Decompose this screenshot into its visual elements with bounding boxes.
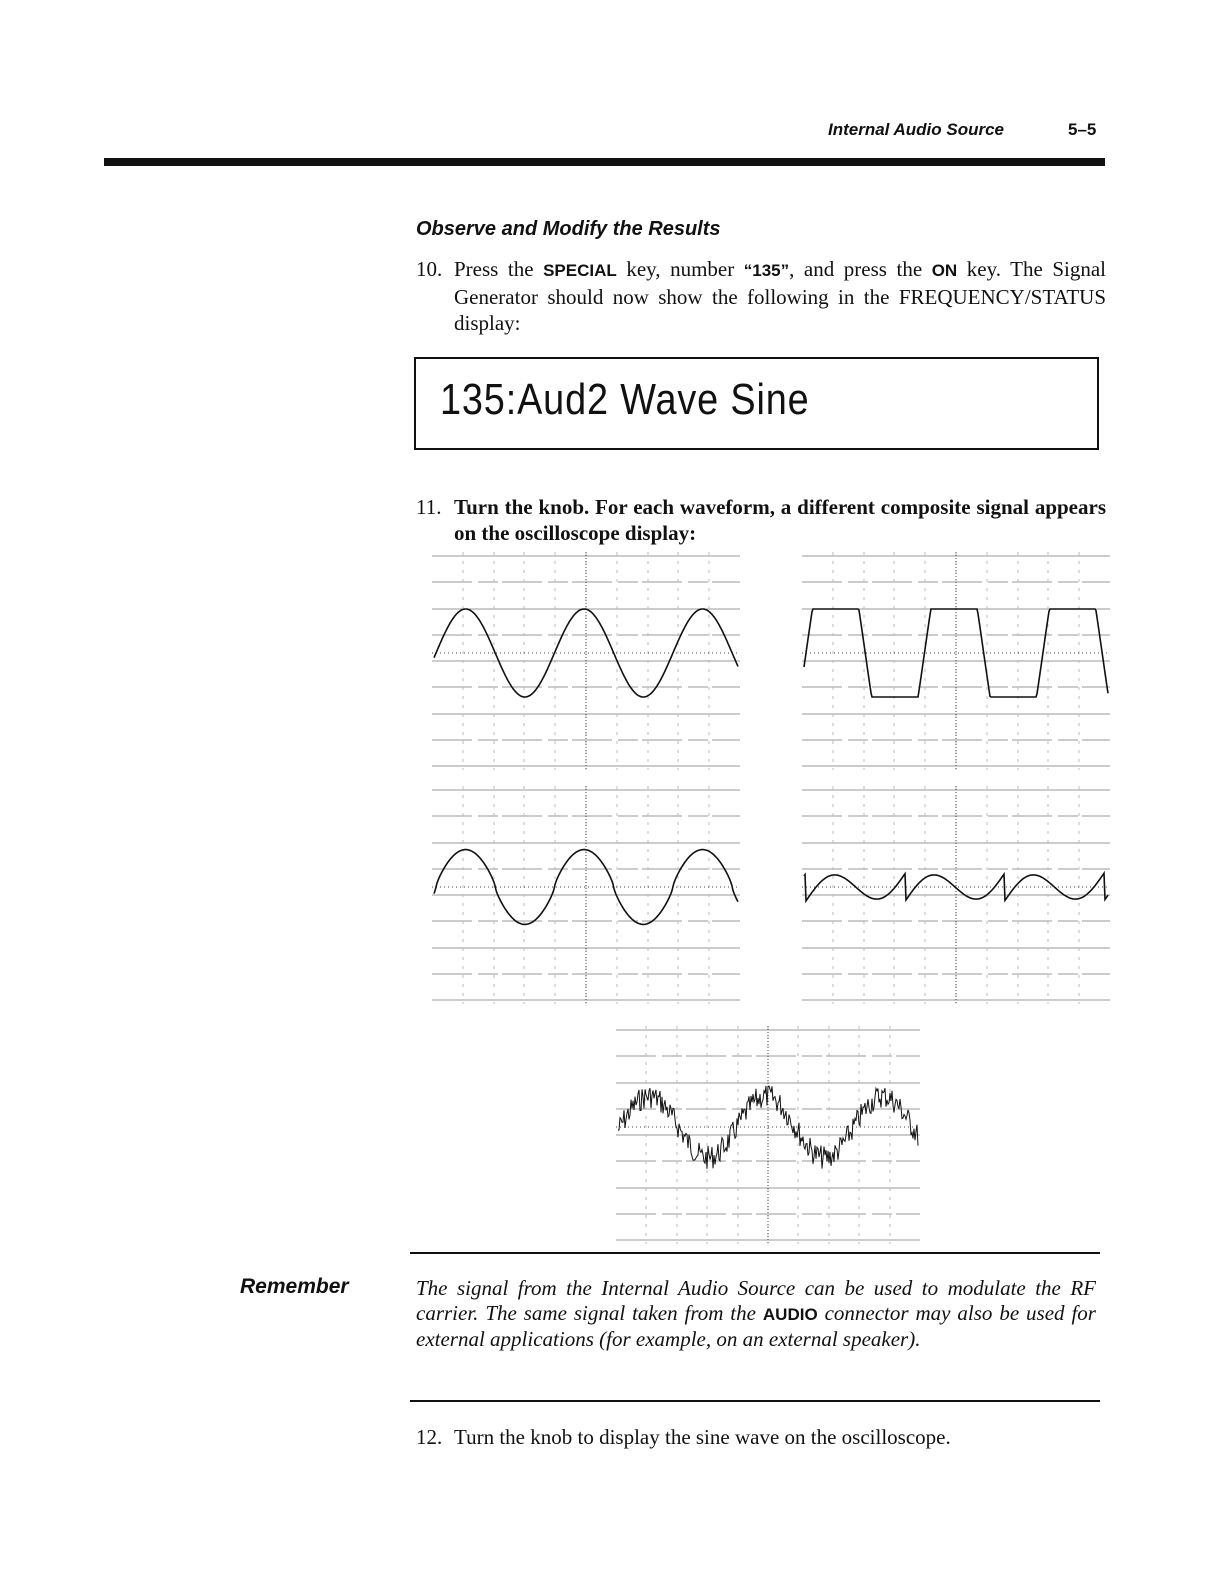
- key-name: ON: [931, 261, 958, 280]
- remember-label: Remember: [240, 1275, 349, 1298]
- header-rule: [104, 158, 1105, 166]
- frequency-status-display: [414, 357, 1099, 450]
- key-name: “135”: [743, 261, 790, 280]
- note-text-part: connector may also be used for external applications (for example, on an external speaker).: [416, 1301, 1096, 1351]
- key-name: SPECIAL: [543, 261, 617, 280]
- scope-noise: [616, 1026, 920, 1244]
- step-text-part: The Signal Generator should now show the following in the FREQUENCY/STATUS display:: [454, 257, 1106, 335]
- step-text-part: key.: [957, 257, 1001, 281]
- graticule: [802, 552, 1110, 770]
- divider: [410, 1252, 1100, 1254]
- note-text-part: The signal from the Internal Audio Source can be used to modulate the RF carrier. The same signal taken from the: [416, 1276, 1096, 1325]
- header-title: Internal Audio Source: [828, 120, 1005, 139]
- connector-name: AUDIO: [762, 1305, 818, 1324]
- scope-square: [802, 552, 1110, 770]
- step-number: 10.: [416, 257, 443, 281]
- scope-sawtooth: [802, 786, 1110, 1004]
- step-number: 11.: [416, 495, 442, 519]
- display-text: 135:Aud2 Wave Sine: [440, 375, 810, 424]
- step-text-part: , and press the: [789, 257, 932, 281]
- remember-note: [416, 1276, 1096, 1352]
- scope-sine: [432, 552, 740, 770]
- step-11: [416, 494, 1106, 546]
- graticule: [616, 1026, 920, 1244]
- step-12: [416, 1424, 1106, 1450]
- section-heading: Observe and Modify the Results: [416, 218, 721, 240]
- graticule: [432, 786, 740, 1004]
- step-number: 12.: [416, 1425, 443, 1449]
- step-10: [416, 256, 1106, 336]
- scope-triangle: [432, 786, 740, 1004]
- graticule: [432, 552, 740, 770]
- step-text: Turn the knob. For each waveform, a different composite signal appears on the oscilloscope display:: [454, 495, 1106, 545]
- step-text: [454, 256, 1106, 336]
- page-number: 5–5: [1068, 120, 1097, 139]
- step-text: Turn the knob to display the sine wave on the oscilloscope.: [454, 1425, 951, 1449]
- step-text-part: Press the: [454, 257, 544, 281]
- divider: [410, 1400, 1100, 1402]
- step-text-part: key, number: [616, 257, 744, 281]
